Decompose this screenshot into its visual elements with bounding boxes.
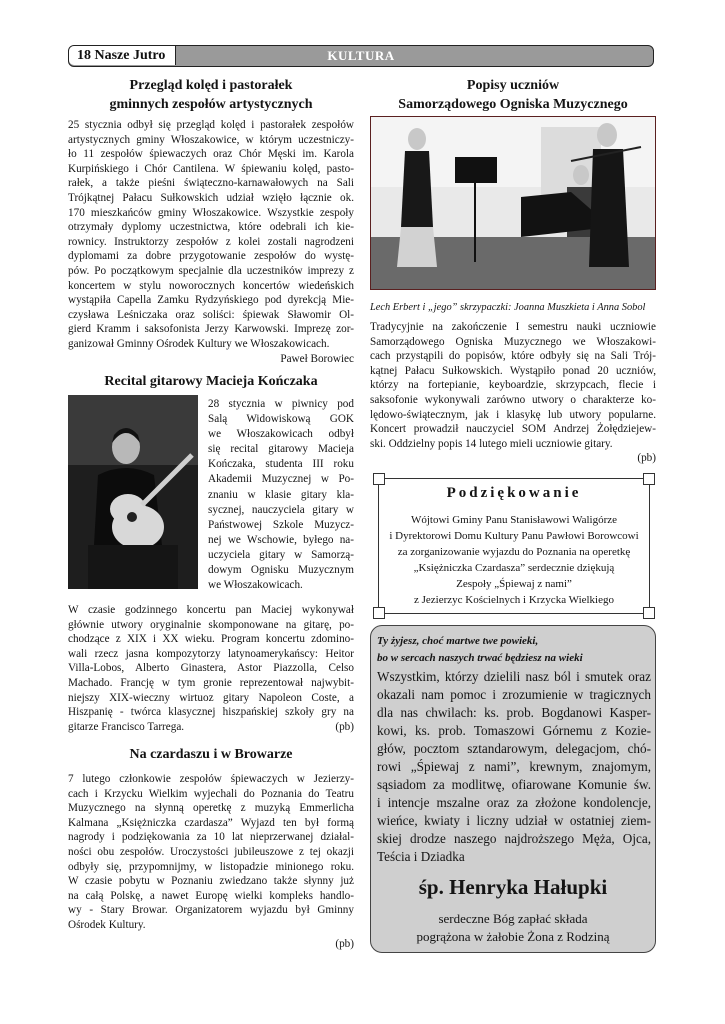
article-koledy-title-1: Przegląd kolęd i pastorałek: [129, 78, 293, 93]
page-header: [68, 45, 654, 67]
article-recital-text: [68, 603, 354, 734]
article-koledy: [68, 76, 354, 366]
frame-corner: [643, 607, 655, 619]
article-popisy-title-2: Samorządowego Ogniska Muzycznego: [398, 97, 628, 112]
obituary-foot-line: serdeczne Bóg zapłać składa: [438, 911, 588, 926]
text-line: Kończaka, studenta III roku: [208, 458, 354, 471]
text-line: Villa-Lobos, Alberto Ginastera, Astor Piazzolla, Celso: [68, 662, 354, 675]
text-line: we Włoszakowicach odbył: [208, 428, 354, 441]
concert-photo-caption: Lech Erbert i „jego” skrzypaczki: Joanna Muszkieta i Anna Sobol: [370, 302, 646, 313]
text-line: we Włoszakowicach.: [208, 579, 303, 592]
article-czardasz-signature: (pb): [335, 937, 354, 950]
concert-photo: [370, 116, 656, 290]
text-line: głównie utwory oryginalnie skomponowane na gitarę, po-: [68, 618, 354, 631]
thanks-title: Podziękowanie: [446, 485, 582, 501]
text-line: okazali nam pomoc i zrozumienie w tragicznych: [377, 687, 651, 702]
page-number-label: 18 Nasze Jutro: [69, 46, 176, 65]
text-line: nej we Wschowie, byłego na-: [208, 533, 354, 546]
obituary-quote-line: Ty żyjesz, choć martwe twe powieki,: [377, 635, 539, 647]
text-line: kątnej Pałacu Sułkowskich. Wystąpiło ponad 20 uczniów,: [370, 364, 656, 377]
text-line: artystycznych gminy Włoszakowice, w którym uczestniczy-: [68, 133, 354, 146]
text-line: dowym Ognisku Muzycznym: [208, 564, 354, 577]
text-line: kowi, ks. prob. Tomaszowi Górnemu z Kozie-: [377, 723, 651, 738]
obituary-text: [377, 668, 651, 866]
thanks-line: za zorganizowanie wyjazdu do Poznania na operetkę: [397, 546, 631, 558]
text-line: rałek, a także pieśni świąteczno-karnawałowych na Sali: [68, 177, 354, 190]
section-title: KULTURA: [327, 48, 395, 63]
text-line: ganizował Gminny Ośrodek Kultury we Włoszakowicach.: [68, 337, 330, 350]
text-line: uczyciela gitary w Samorzą-: [208, 548, 354, 561]
obituary-name: śp. Henryka Hałupki: [418, 875, 608, 899]
text-line: cach przystąpili do popisów, które odbyły się na Sali Trój-: [370, 350, 656, 363]
article-popisy-text: [370, 320, 656, 451]
text-line: saksofonie wykonywali zarówno utwory o charakterze ko-: [370, 393, 656, 406]
text-line: Państwowej Szkole Muzycz-: [208, 518, 354, 531]
article-czardasz: [68, 745, 354, 951]
obituary-foot-line: pogrążona w żałobie Żona z Rodziną: [416, 929, 610, 944]
text-line: Akademii Muzycznej w Po-: [208, 473, 354, 486]
text-line: Muzycznego na słynną operetkę z muzyką Emmerlicha: [68, 802, 354, 815]
guitarist-photo: [68, 395, 198, 589]
article-koledy-signature: Paweł Borowiec: [280, 352, 354, 365]
obituary-box: [370, 625, 656, 953]
text-line: sycznej, nauczyciela gitary w: [208, 503, 354, 516]
text-line: wieńce, kwiaty i liczny udział w ostatniej ziem-: [377, 813, 651, 828]
text-line: się recital gitarowy Macieja: [208, 443, 354, 456]
text-line: i intencje mszalne oraz za złożone kondolencje,: [377, 795, 651, 810]
text-line: na całą Polskę, a nawet Europę wielki kompleks handlo-: [68, 889, 354, 902]
text-line: niejszy XIX-wieczny wirtuoz gitary Napoleon Coste, a: [68, 691, 354, 704]
article-recital-continued: [68, 603, 354, 734]
text-line: 28 stycznia w piwnicy pod: [208, 398, 354, 410]
article-popisy: [370, 76, 656, 114]
article-koledy-text: [68, 118, 354, 352]
text-line: Hiszpanię - twórca klasycznej hiszpańskiej szkoły gry na: [68, 706, 354, 719]
article-czardasz-text: [68, 772, 354, 933]
text-line: Trójkątnej Pałacu Sułkowskich udział wzięło łącznie ok.: [68, 191, 354, 204]
text-line: wali rzecz jasna kompozytorzy latynoamerykańscy: Heitor: [68, 647, 354, 660]
text-line: koncertem w stylu noworocznych koncertów wiedeńskich: [68, 279, 354, 292]
text-line: Kurpińskiego i Chór Cantilena. W śpiewaniu kolęd, pasto-: [68, 162, 354, 175]
text-line: lędowo-świątecznym, jak i klasykę lub utwory popularne.: [370, 408, 656, 421]
article-popisy-title-1: Popisy uczniów: [466, 78, 560, 93]
obituary-quote: [377, 633, 651, 667]
text-line: dla nas chwilach: ks. prob. Bogdanowi Kasper-: [377, 705, 651, 720]
article-recital-side: [208, 397, 354, 593]
text-line: gitarze Francisco Tarrega.: [68, 720, 185, 733]
text-line: ności obu zespołów. Uroczystości jubileuszowe z tej okazji: [68, 845, 354, 858]
text-line: Koncert prowadził nauczyciel SOM Andrzej Żołędziejew-: [370, 423, 656, 436]
article-koledy-title-2: gminnych zespołów artystycznych: [109, 97, 313, 112]
text-line: 7 lutego członkowie zespołów śpiewaczych w Jezierzy-: [68, 773, 354, 785]
thanks-line: „Księżniczka Czardasza” serdecznie dziękują: [413, 562, 615, 574]
text-line: W czasie pobytu w Poznaniu zwiedzano także słynny już: [68, 875, 354, 888]
text-line: ski. Oddzielny popis 14 lutego mieli uczniowie gitary.: [370, 437, 613, 450]
text-line: znaniu w klasie gitary kla-: [208, 488, 354, 501]
text-line: którzy na fortepianie, keyboardzie, skrzypcach, flecie i: [370, 379, 656, 392]
text-line: skiej drodze naszego najdroższego Męża, Ojca,: [377, 831, 651, 846]
thanks-line: Zespoły „Śpiewaj z nami”: [456, 578, 572, 590]
text-line: Machado. Francję w tym gronie reprezentował najwybit-: [68, 676, 354, 689]
text-line: wystąpiła Capella Zamku Rydzyńskiego pod dyrekcją Mie-: [68, 294, 354, 307]
text-line: otrzymały dyplomy uczestnictwa, które odebrali ich kie-: [68, 221, 354, 234]
obituary-quote-line: bo w sercach naszych trwać będziesz na wieki: [377, 652, 583, 664]
article-popisy-body: [370, 320, 656, 466]
thanks-line: Wójtowi Gminy Panu Stanisławowi Waligórze: [410, 514, 618, 526]
article-recital-signature: (pb): [335, 720, 354, 733]
guitarist-illustration: [68, 395, 198, 589]
frame-corner: [373, 607, 385, 619]
text-line: rownicy. Instruktorzy zespołów z kolei zostali nagrodzeni: [68, 235, 354, 248]
text-line: Wszystkim, którzy dzielili nasz ból i smutek oraz: [377, 669, 651, 684]
thanks-line: i Dyrektorowi Domu Kultury Panu Pawłowi Borowcowi: [389, 530, 639, 542]
text-line: cach i Krzycku Wielkim wyjechali do Poznania do Teatru: [68, 787, 354, 800]
text-line: chodzące z XIX i XX wieku. Program koncertu zdomino-: [68, 633, 354, 646]
text-line: Tradycyjnie na zakończenie I semestru nauki uczniowie: [370, 321, 656, 333]
text-line: Kalmana „Księżniczka czardasza” Wyjazd ten był formą: [68, 816, 354, 829]
text-line: Samorządowego Ogniska Muzycznego we Włoszakowi-: [370, 335, 656, 348]
text-line: pów. Po początkowym specjalnie dla uczestników imprezy z: [68, 264, 354, 277]
text-line: Teścia i Dziadka: [377, 849, 465, 864]
article-koledy-body: [68, 118, 354, 366]
text-line: sąsiadom za modlitwę, ofiarowane Komunie św.: [377, 777, 651, 792]
article-recital: [68, 372, 354, 391]
article-czardasz-title: Na czardaszu i w Browarze: [129, 747, 293, 762]
text-line: 25 stycznia odbył się przegląd kolęd i pastorałek zespołów: [68, 119, 354, 131]
text-line: Ośrodek Kultury.: [68, 918, 146, 931]
article-popisy-signature: (pb): [637, 452, 656, 465]
text-line: czysława Leśniczaka oraz soliści: śpiewak Sławomir Ol-: [68, 308, 354, 321]
text-line: gierd Kramm i saksofonista Jerzy Karwowski. Imprezę zor-: [68, 323, 354, 336]
text-line: głów, pocztom sztandarowym, delegacjom, chó-: [377, 741, 651, 756]
text-line: 170 mieszkańców gminy Włoszakowice. Wszystkie zespoły: [68, 206, 354, 219]
text-line: rowi „Śpiewaj z nami”, krewnym, znajomym,: [377, 759, 651, 774]
text-line: wy - Stary Browar. Organizatorem wyjazdu był Gminny: [68, 904, 354, 917]
text-line: nagrody i podziękowania za 10 lat nieprzerwanej działal-: [68, 831, 354, 844]
thanks-line: z Jezierzyc Kościelnych i Krzycka Wielkiego: [413, 594, 614, 606]
article-recital-side-text: [208, 397, 354, 593]
thanks-box: [378, 478, 650, 614]
text-line: dyplomami za dobre przygotowanie zespołów do wystę-: [68, 250, 354, 263]
text-line: W czasie godzinnego koncertu pan Maciej wykonywał: [68, 604, 354, 616]
text-line: odbyły się, przypomnijmy, w listopadzie minionego roku.: [68, 860, 354, 873]
text-line: Salą Widowiskową GOK: [208, 413, 354, 426]
article-recital-title: Recital gitarowy Macieja Kończaka: [104, 374, 318, 389]
violinists-illustration: [371, 117, 655, 289]
text-line: ło 11 zespołów śpiewaczych oraz Chór Męski im. Karola: [68, 148, 354, 161]
